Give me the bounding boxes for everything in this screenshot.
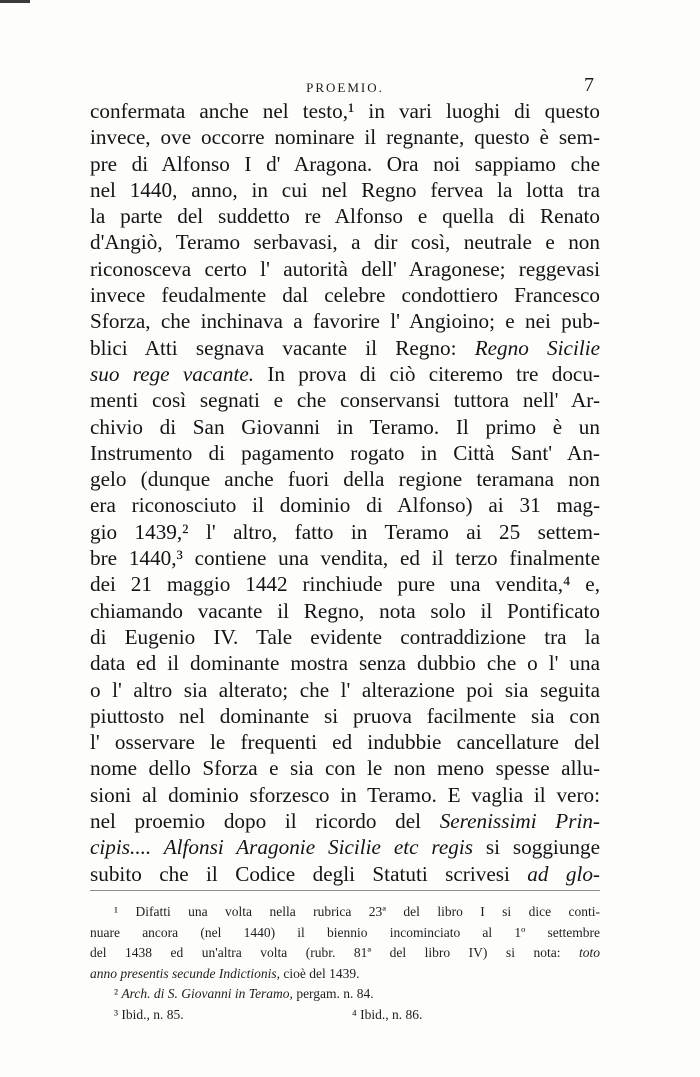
- italic-quote: toto: [578, 945, 600, 960]
- page-header: [90, 76, 600, 100]
- text-line: invece, ove occorre nominare il regnante, questo è sem-: [90, 125, 600, 150]
- italic-quote: Regno Sicilie: [474, 335, 600, 360]
- running-head: PROEMIO.: [306, 80, 384, 95]
- text-line: bre 1440,³ contiene una vendita, ed il terzo finalmente: [90, 546, 600, 571]
- footnote-3-4-line: [90, 1005, 600, 1026]
- text-line: invece feudalmente dal celebre condottiero Francesco: [90, 283, 600, 308]
- text-line: o l' altro sia alterato; che l' alterazione poi sia seguita: [90, 677, 600, 702]
- italic-quote: Serenissimi Prin-: [439, 809, 600, 834]
- text-line: suo rege vacante. In prova di ciò citeremo tre docu-: [90, 361, 600, 386]
- footnote-1-line: nuare ancora (nel 1440) il biennio incominciato al 1º settembre: [90, 924, 600, 940]
- text-line: pre di Alfonso I d' Aragona. Ora noi sappiamo che: [90, 151, 600, 176]
- footnote-2: ² Arch. di S. Giovanni in Teramo, pergam. n. 84.: [114, 986, 374, 1001]
- text-line: blici Atti segnava vacante il Regno: Regno Sicilie: [90, 335, 600, 360]
- footnote-1-line: anno presentis secunde Indictionis, cioè del 1439.: [90, 965, 360, 981]
- text-line: era riconosciuto il dominio di Alfonso) ai 31 mag-: [90, 493, 600, 518]
- text-line: Sforza, che inchinava a favorire l' Angioino; e nei pub-: [90, 309, 600, 334]
- text-line: chivio di San Giovanni in Teramo. Il primo è un: [90, 414, 600, 439]
- italic-quote: ad glo-: [527, 861, 600, 886]
- footnote-rule: [90, 890, 600, 891]
- footnotes: [90, 902, 600, 1025]
- italic-quote: cipis.... Alfonsi Aragonie Sicilie etc regis: [90, 835, 473, 860]
- scan-edge-mark: [0, 0, 30, 3]
- text-line: Instrumento di pagamento rogato in Città Sant' An-: [90, 440, 600, 465]
- text-line: gio 1439,² l' altro, fatto in Teramo ai 25 settem-: [90, 519, 600, 544]
- text-line: l' osservare le frequenti ed indubbie cancellature del: [90, 730, 600, 755]
- text-line: piuttosto nel dominante si pruova facilmente sia con: [90, 703, 600, 728]
- italic-quote: suo rege vacante.: [90, 361, 255, 386]
- footnote-4: ⁴ Ibid., n. 86.: [352, 1006, 423, 1022]
- page-number: 7: [584, 74, 594, 96]
- text-line: nome dello Sforza e sia con le non meno spesse allu-: [90, 756, 600, 781]
- text-line: confermata anche nel testo,¹ in vari luoghi di questo: [90, 99, 600, 123]
- text-line: chiamando vacante il Regno, nota solo il Pontificato: [90, 598, 600, 623]
- text-line: gelo (dunque anche fuori della regione teramana non: [90, 467, 600, 492]
- footnote-1-line: ¹ Difatti una volta nella rubrica 23ª del libro I si dice conti-: [114, 904, 600, 919]
- text-line: menti così segnati e che conservansi tuttora nell' Ar-: [90, 388, 600, 413]
- text-line: d'Angiò, Teramo serbavasi, a dir così, neutrale e non: [90, 230, 600, 255]
- text-line: la parte del suddetto re Alfonso e quella di Renato: [90, 204, 600, 229]
- italic-quote: anno presentis secunde Indictionis,: [90, 965, 280, 981]
- italic-citation: Arch. di S. Giovanni in Teramo,: [121, 986, 293, 1001]
- text-line: cipis.... Alfonsi Aragonie Sicilie etc regis si soggiunge: [90, 835, 600, 860]
- text-line: riconosceva certo l' autorità dell' Aragonese; reggevasi: [90, 256, 600, 281]
- text-line: nel 1440, anno, in cui nel Regno fervea la lotta tra: [90, 177, 600, 202]
- text-line: nel proemio dopo il ricordo del Serenissimi Prin-: [90, 809, 600, 834]
- footnote-3: ³ Ibid., n. 85.: [114, 1006, 184, 1022]
- text-line: subito che il Codice degli Statuti scrivesi ad glo-: [90, 861, 600, 886]
- text-line: sioni al dominio sforzesco in Teramo. E vaglia il vero:: [90, 782, 600, 807]
- footnote-1-line: del 1438 ed un'altra volta (rubr. 81ª del libro IV) si nota: toto: [90, 945, 600, 960]
- text-line: dei 21 maggio 1442 rinchiude pure una vendita,⁴ e,: [90, 572, 600, 597]
- text-line: data ed il dominante mostra senza dubbio che o l' una: [90, 651, 600, 676]
- body-text: [90, 98, 600, 887]
- text-line: di Eugenio IV. Tale evidente contraddizione tra la: [90, 624, 600, 649]
